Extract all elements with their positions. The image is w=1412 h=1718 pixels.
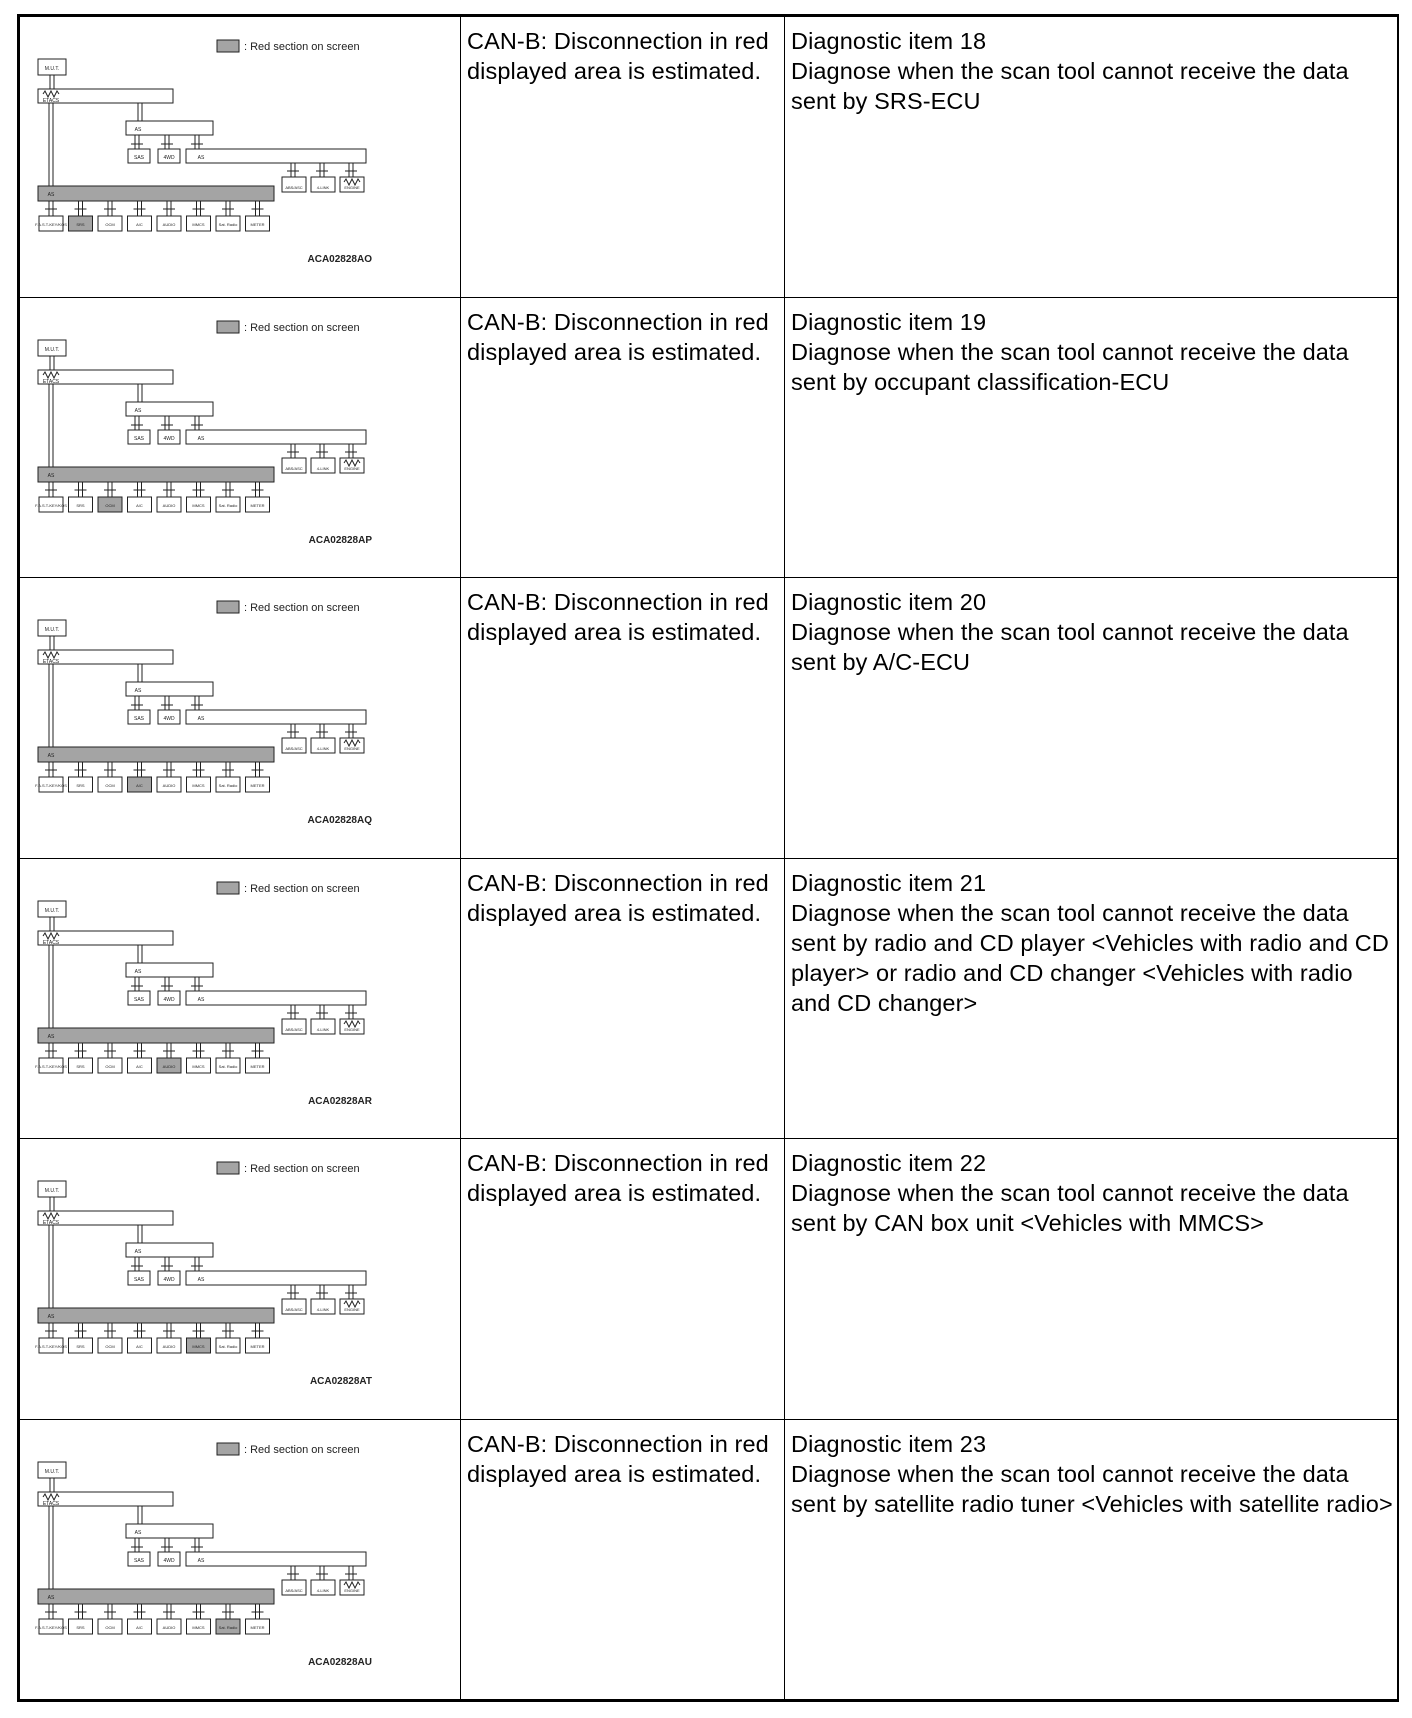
table-row [20, 297, 1399, 578]
lower-bus [38, 186, 274, 201]
right-node-label: 4-LINK [316, 746, 330, 751]
legend-label: : Red section on screen [244, 1443, 360, 1456]
bottom-node-label: METER [250, 1063, 265, 1069]
lower-bus-label: AS [47, 1314, 55, 1320]
diagnostic-item-description: Diagnose when the scan tool cannot receive the data sent by satellite radio tuner <Vehicles with satellite radio> [791, 1460, 1393, 1517]
top-node-label: 4WD [163, 716, 175, 722]
right-node-label: ENGINE [344, 1307, 360, 1312]
figure-code: ACA02828AR [308, 1095, 372, 1107]
bottom-node-label: SRS [76, 222, 85, 227]
legend-swatch [217, 1443, 239, 1455]
network-diagram-cell [20, 297, 461, 578]
top-node-label: SAS [133, 716, 145, 722]
diagnostic-item-text [785, 859, 1398, 1018]
bottom-node-label: SRS [76, 1344, 85, 1349]
lower-bus-label: AS [47, 472, 55, 479]
diagnostic-item-cell [785, 1139, 1399, 1420]
top-node-label: 4WD [163, 1557, 175, 1564]
right-node-label: ABS/ASC [285, 746, 303, 751]
right-node-label: ABS/ASC [285, 185, 303, 190]
lower-bus [38, 747, 274, 762]
lower-bus-label: AS [47, 753, 55, 759]
probable-cause-cell [461, 858, 785, 1139]
bottom-node-label: METER [250, 1344, 265, 1349]
bottom-node-label: MMCS [192, 783, 205, 788]
right-node-label: ABS/ASC [285, 1026, 303, 1032]
bottom-node-label: A/C [136, 1063, 143, 1069]
bottom-node-label: A/C [136, 783, 143, 788]
right-bus-label: AS [197, 155, 205, 161]
right-bus [186, 430, 366, 444]
upper-bus-label: AS [134, 1529, 142, 1536]
table-row [20, 17, 1399, 298]
top-node-label: SAS [133, 996, 145, 1003]
bottom-node-label: MMCS [192, 1063, 205, 1069]
right-node-label: ENGINE [344, 185, 360, 190]
upper-bus-label: AS [134, 688, 142, 694]
mut-label: M.U.T. [44, 907, 60, 914]
table-row [20, 1139, 1399, 1420]
top-node-label: 4WD [163, 1277, 175, 1283]
bottom-node-label: AUDIO [162, 502, 176, 508]
legend-swatch [217, 40, 239, 52]
diagnostic-item-description: Diagnose when the scan tool cannot receive the data sent by A/C-ECU [791, 619, 1349, 675]
bottom-node-label: OCM [105, 1344, 115, 1349]
bottom-node-label: A/C [136, 222, 143, 227]
right-node-label: ENGINE [344, 1026, 360, 1032]
bottom-node-label: METER [250, 1624, 265, 1630]
lower-bus [38, 1589, 274, 1604]
right-bus [186, 149, 366, 163]
diagnostic-item-text [785, 298, 1398, 397]
diagnostic-item-text [785, 1139, 1398, 1238]
bottom-node-label: OCM [105, 1624, 115, 1630]
probable-cause-cell [461, 297, 785, 578]
lower-bus-label: AS [47, 1594, 55, 1601]
bottom-node-label: OCM [105, 783, 115, 788]
bottom-node-label: SRS [76, 1624, 85, 1630]
can-network-diagram [20, 17, 460, 297]
table-row [20, 858, 1399, 1139]
network-diagram-cell [20, 1419, 461, 1700]
mut-label: M.U.T. [44, 346, 60, 353]
right-bus-label: AS [197, 1277, 205, 1283]
network-diagram-cell [20, 858, 461, 1139]
bottom-node-label: METER [250, 222, 265, 227]
diagnostic-item-title: Diagnostic item 18 [791, 28, 987, 54]
etacs-label: ETACS [42, 1500, 60, 1507]
right-node-label: ABS/ASC [285, 465, 303, 471]
right-node-label: ABS/ASC [285, 1587, 303, 1593]
can-network-diagram [20, 1420, 460, 1700]
upper-bus-label: AS [134, 968, 142, 975]
bottom-node-label: Sat. Radio [218, 783, 238, 788]
diagnostic-item-cell [785, 858, 1399, 1139]
bottom-node-label: AUDIO [162, 783, 176, 788]
top-node-label: SAS [133, 1557, 145, 1564]
probable-cause-text: CAN-B: Disconnection in red displayed area is estimated. [467, 1430, 769, 1487]
figure-code: ACA02828AO [307, 254, 372, 265]
bottom-node-label: OCM [105, 1063, 115, 1069]
legend-label: : Red section on screen [244, 602, 360, 614]
bottom-node-label: AUDIO [162, 1344, 176, 1349]
upper-bus-label: AS [134, 407, 142, 414]
bottom-node-label: AUDIO [162, 222, 176, 227]
bottom-node-label: F.A.S.T-KEY/KOS [35, 1624, 67, 1630]
diagnostic-table [19, 16, 1399, 1700]
right-bus [186, 991, 366, 1005]
top-node-label: 4WD [163, 996, 175, 1003]
legend-label: : Red section on screen [244, 1163, 360, 1175]
bottom-node-label: F.A.S.T-KEY/KOS [35, 1063, 67, 1069]
bottom-node-label: Sat. Radio [218, 1063, 238, 1069]
top-node-label: 4WD [163, 435, 175, 442]
probable-cause-cell [461, 578, 785, 859]
bottom-node-label: F.A.S.T-KEY/KOS [35, 502, 67, 508]
legend-swatch [217, 601, 239, 613]
probable-cause-text: CAN-B: Disconnection in red displayed area is estimated. [467, 869, 769, 926]
bottom-node-label: AUDIO [162, 1624, 176, 1630]
legend-label: : Red section on screen [244, 41, 360, 53]
right-bus-label: AS [197, 996, 205, 1003]
bottom-node-label: MMCS [192, 1624, 205, 1630]
lower-bus [38, 1028, 274, 1043]
mut-label: M.U.T. [44, 66, 60, 72]
upper-bus-label: AS [134, 1249, 142, 1255]
diagnostic-item-cell [785, 297, 1399, 578]
figure-code: ACA02828AT [309, 1376, 372, 1387]
figure-code: ACA02828AQ [307, 815, 372, 826]
bottom-node-label: SRS [76, 783, 85, 788]
etacs-label: ETACS [42, 1220, 60, 1226]
network-diagram-cell [20, 17, 461, 298]
probable-cause-text: CAN-B: Disconnection in red displayed area is estimated. [467, 589, 769, 645]
etacs-label: ETACS [42, 939, 60, 946]
top-node-label: 4WD [163, 155, 175, 161]
figure-code: ACA02828AU [308, 1656, 372, 1668]
bottom-node-label: A/C [136, 1344, 143, 1349]
network-diagram-cell [20, 578, 461, 859]
bottom-node-label: OCM [105, 502, 115, 508]
bottom-node-label: MMCS [192, 222, 205, 227]
legend-swatch [217, 1162, 239, 1174]
figure-code: ACA02828AP [308, 534, 372, 546]
legend-label: : Red section on screen [244, 882, 360, 895]
diagnostic-item-title: Diagnostic item 21 [791, 869, 987, 896]
diagnostic-item-text [785, 17, 1398, 116]
right-node-label: 4-LINK [316, 465, 330, 471]
bottom-node-label: METER [250, 502, 265, 508]
legend-label: : Red section on screen [244, 321, 360, 334]
lower-bus [38, 1308, 274, 1323]
diagnostic-item-cell [785, 578, 1399, 859]
mut-label: M.U.T. [44, 1188, 60, 1194]
right-node-label: ENGINE [344, 1587, 360, 1593]
bottom-node-label: A/C [136, 502, 143, 508]
table-row [20, 578, 1399, 859]
lower-bus-label: AS [47, 1033, 55, 1040]
bottom-node-label: SRS [76, 502, 85, 508]
upper-bus-label: AS [134, 127, 142, 133]
right-node-label: 4-LINK [316, 1026, 330, 1032]
top-node-label: SAS [133, 155, 145, 161]
diagnostic-item-description: Diagnose when the scan tool cannot receive the data sent by CAN box unit <Vehicles with MMCS> [791, 1180, 1349, 1236]
right-node-label: ABS/ASC [285, 1307, 303, 1312]
right-node-label: ENGINE [344, 746, 360, 751]
bottom-node-label: METER [250, 783, 265, 788]
diagnostic-item-title: Diagnostic item 20 [791, 589, 987, 615]
probable-cause-text: CAN-B: Disconnection in red displayed area is estimated. [467, 308, 769, 365]
lower-bus-label: AS [47, 192, 55, 198]
bottom-node-label: Sat. Radio [218, 502, 238, 508]
diagnostic-item-description: Diagnose when the scan tool cannot receive the data sent by SRS-ECU [791, 58, 1349, 114]
bottom-node-label: F.A.S.T-KEY/KOS [35, 783, 67, 788]
can-network-diagram [20, 1139, 460, 1419]
right-node-label: ENGINE [344, 465, 360, 471]
bottom-node-label: Sat. Radio [218, 1624, 238, 1630]
diagnostic-item-description: Diagnose when the scan tool cannot receive the data sent by radio and CD player <Vehicles with radio and CD player> or radio and CD changer <Vehicles with radio and CD changer> [791, 899, 1389, 1016]
top-node-label: SAS [133, 1277, 145, 1283]
bottom-node-label: SRS [76, 1063, 85, 1069]
diagnostic-item-text [785, 1420, 1398, 1519]
etacs-label: ETACS [42, 659, 60, 665]
legend-swatch [217, 321, 239, 333]
bottom-node-label: AUDIO [162, 1063, 176, 1069]
diagnostic-item-title: Diagnostic item 22 [791, 1150, 987, 1176]
etacs-label: ETACS [42, 378, 60, 385]
right-bus [186, 1271, 366, 1285]
diagnostic-item-cell [785, 17, 1399, 298]
probable-cause-cell [461, 1419, 785, 1700]
probable-cause-cell [461, 17, 785, 298]
right-bus-label: AS [197, 1557, 205, 1564]
right-bus-label: AS [197, 435, 205, 442]
top-node-label: SAS [133, 435, 145, 442]
bottom-node-label: Sat. Radio [218, 222, 238, 227]
diagnostic-item-title: Diagnostic item 19 [791, 308, 987, 335]
network-diagram-cell [20, 1139, 461, 1420]
mut-label: M.U.T. [44, 627, 60, 633]
bottom-node-label: F.A.S.T-KEY/KOS [35, 222, 67, 227]
right-bus-label: AS [197, 716, 205, 722]
diagnostic-item-cell [785, 1419, 1399, 1700]
right-bus [186, 710, 366, 724]
diagnostic-item-description: Diagnose when the scan tool cannot receive the data sent by occupant classification-ECU [791, 338, 1349, 395]
right-node-label: 4-LINK [316, 1307, 330, 1312]
bottom-node-label: A/C [136, 1624, 143, 1630]
right-bus [186, 1552, 366, 1566]
bottom-node-label: MMCS [192, 502, 205, 508]
right-node-label: 4-LINK [316, 185, 330, 190]
table-row [20, 1419, 1399, 1700]
diagnostic-item-text [785, 578, 1398, 677]
diagnostic-item-title: Diagnostic item 23 [791, 1430, 987, 1457]
probable-cause-cell [461, 1139, 785, 1420]
can-network-diagram [20, 859, 460, 1139]
bottom-node-label: OCM [105, 222, 115, 227]
probable-cause-text: CAN-B: Disconnection in red displayed area is estimated. [467, 1150, 769, 1206]
probable-cause-text: CAN-B: Disconnection in red displayed area is estimated. [467, 28, 769, 84]
can-network-diagram [20, 578, 460, 858]
lower-bus [38, 467, 274, 482]
bottom-node-label: Sat. Radio [218, 1344, 238, 1349]
bottom-node-label: MMCS [192, 1344, 205, 1349]
mut-label: M.U.T. [44, 1468, 60, 1475]
can-network-diagram [20, 298, 460, 578]
etacs-label: ETACS [42, 98, 60, 104]
right-node-label: 4-LINK [316, 1587, 330, 1593]
bottom-node-label: F.A.S.T-KEY/KOS [35, 1344, 67, 1349]
legend-swatch [217, 882, 239, 894]
